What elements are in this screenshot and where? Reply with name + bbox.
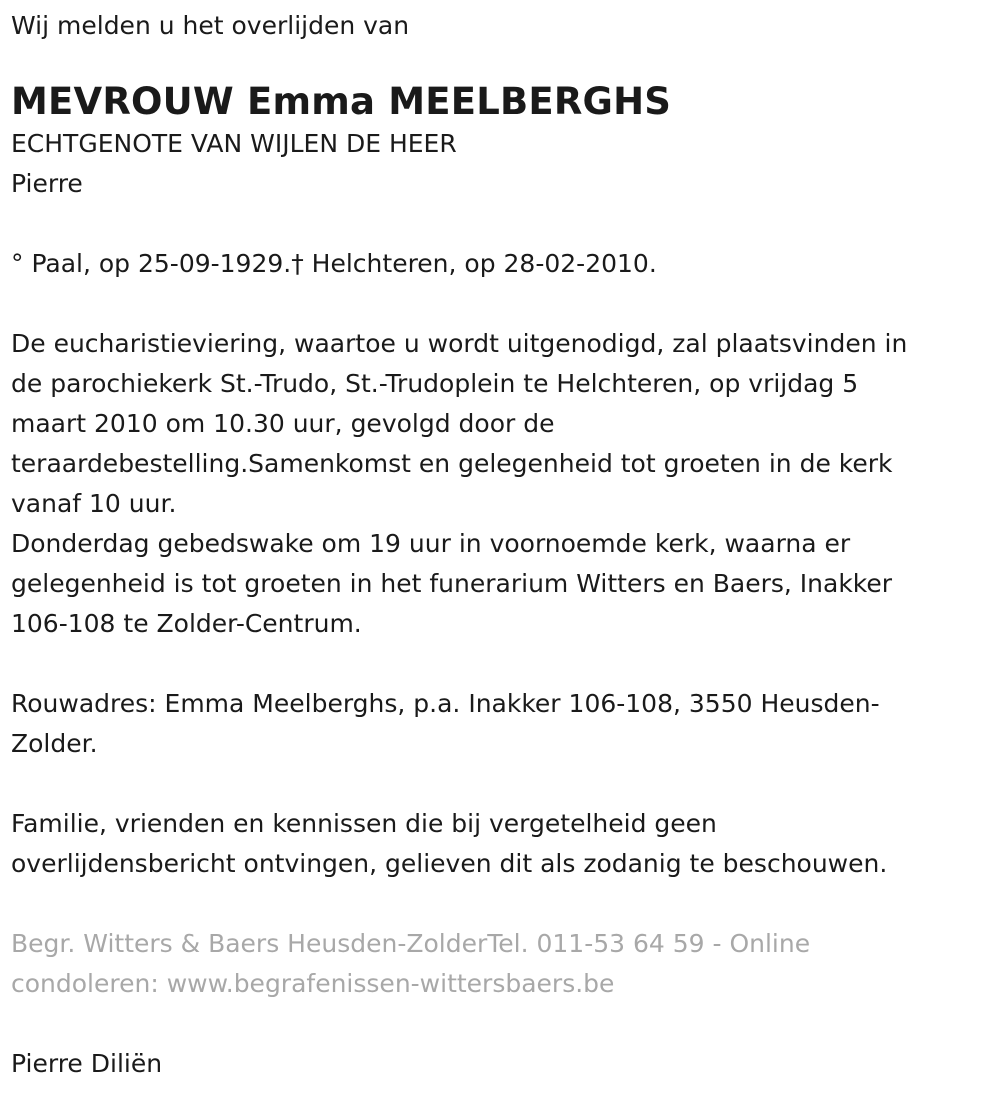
address-line: Rouwadres: Emma Meelberghs, p.a. Inakker 106-108, 3550 Heusden-: [11, 689, 880, 718]
ceremony-paragraph: [11, 324, 988, 644]
spacer: [11, 764, 988, 804]
funeral-home-line: Begr. Witters & Baers Heusden-ZolderTel. 011-53 64 59 - Online: [11, 929, 811, 958]
family-paragraph: [11, 804, 988, 884]
spouse-name: Pierre: [11, 169, 83, 198]
funeral-home-info: [11, 924, 988, 1004]
birth-death-dates: ° Paal, op 25-09-1929.† Helchteren, op 28-02-2010.: [11, 249, 657, 278]
ceremony-line: Donderdag gebedswake om 19 uur in voornoemde kerk, waarna er: [11, 529, 851, 558]
relation-text: ECHTGENOTE VAN WIJLEN DE HEER: [11, 129, 457, 158]
intro-text: Wij melden u het overlijden van: [11, 11, 410, 40]
ceremony-line: gelegenheid is tot groeten in het funerarium Witters en Baers, Inakker: [11, 569, 893, 598]
deceased-name: MEVROUW Emma MEELBERGHS: [11, 80, 672, 123]
spacer: [11, 884, 988, 924]
address-line: Zolder.: [11, 729, 98, 758]
spacer: [11, 644, 988, 684]
ceremony-line: teraardebestelling.Samenkomst en gelegenheid tot groeten in de kerk: [11, 449, 893, 478]
ceremony-line: 106-108 te Zolder-Centrum.: [11, 609, 362, 638]
funeral-home-line: condoleren: www.begrafenissen-wittersbaers.be: [11, 969, 615, 998]
ceremony-line: vanaf 10 uur.: [11, 489, 177, 518]
ceremony-line: de parochiekerk St.-Trudo, St.-Trudoplein te Helchteren, op vrijdag 5: [11, 369, 859, 398]
spacer: [11, 284, 988, 324]
ceremony-line: maart 2010 om 10.30 uur, gevolgd door de: [11, 409, 555, 438]
ceremony-line: De eucharistieviering, waartoe u wordt uitgenodigd, zal plaatsvinden in: [11, 329, 908, 358]
family-line: overlijdensbericht ontvingen, gelieven dit als zodanig te beschouwen.: [11, 849, 888, 878]
mourning-address: [11, 684, 988, 764]
signature: Pierre Diliën: [11, 1049, 163, 1078]
family-line: Familie, vrienden en kennissen die bij vergetelheid geen: [11, 809, 717, 838]
spacer: [11, 204, 988, 244]
spacer: [11, 1004, 988, 1044]
